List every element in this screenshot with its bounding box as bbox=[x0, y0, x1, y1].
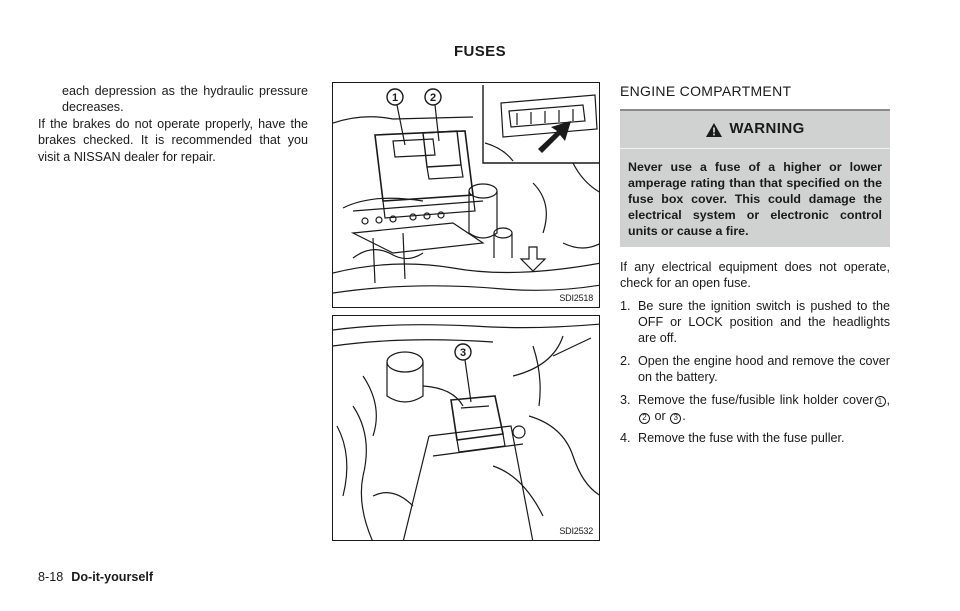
list-item: 2. Open the engine hood and remove the cover on the battery. bbox=[620, 353, 890, 385]
ref-circle-2: 2 bbox=[639, 413, 650, 424]
intro-paragraph: If any electrical equipment does not operate, check for an open fuse. bbox=[620, 259, 890, 291]
right-column bbox=[620, 83, 890, 453]
left-column bbox=[38, 83, 308, 165]
continued-paragraph: each depression as the hydraulic pressure decreases. bbox=[62, 84, 308, 115]
engine-illustration-1 bbox=[333, 83, 600, 308]
callout-label-3: 3 bbox=[459, 347, 467, 359]
footer-section-name: Do-it-yourself bbox=[71, 570, 154, 584]
figure-engine-fuse-boxes bbox=[332, 82, 600, 308]
page-number: 8-18 bbox=[38, 570, 64, 584]
engine-illustration-2 bbox=[333, 316, 600, 541]
figure-code: SDI2532 bbox=[559, 526, 593, 536]
list-item: 1. Be sure the ignition switch is pushed to the OFF or LOCK position and the headlights are off. bbox=[620, 298, 890, 346]
steps-list bbox=[620, 298, 890, 447]
brake-check-paragraph: If the brakes do not operate properly, have the brakes checked. It is recommended that you visit a NISSAN dealer for repair. bbox=[38, 116, 308, 164]
warning-box bbox=[620, 109, 890, 246]
page-footer bbox=[38, 570, 153, 584]
warning-title bbox=[620, 117, 890, 148]
callout-label-1: 1 bbox=[391, 92, 399, 104]
engine-compartment-heading: ENGINE COMPARTMENT bbox=[620, 83, 792, 99]
figure-code: SDI2518 bbox=[559, 293, 593, 303]
warning-triangle-icon bbox=[705, 122, 723, 138]
figure-fusible-link-holder bbox=[332, 315, 600, 541]
warning-title-text: WARNING bbox=[729, 120, 805, 138]
section-title: FUSES bbox=[453, 43, 506, 60]
ref-circle-3: 3 bbox=[670, 413, 681, 424]
callout-label-2: 2 bbox=[429, 92, 437, 104]
list-item: 4. Remove the fuse with the fuse puller. bbox=[620, 431, 845, 446]
list-item: 3. Remove the fuse/fusible link holder cover 1 ,2 or 3 . bbox=[620, 392, 890, 424]
ref-circle-1: 1 bbox=[875, 396, 886, 407]
warning-text: Never use a fuse of a higher or lower amperage rating than that specified on the fuse box cover. This could damage the electrical system or electronic control units or cause a fire. bbox=[628, 159, 882, 238]
